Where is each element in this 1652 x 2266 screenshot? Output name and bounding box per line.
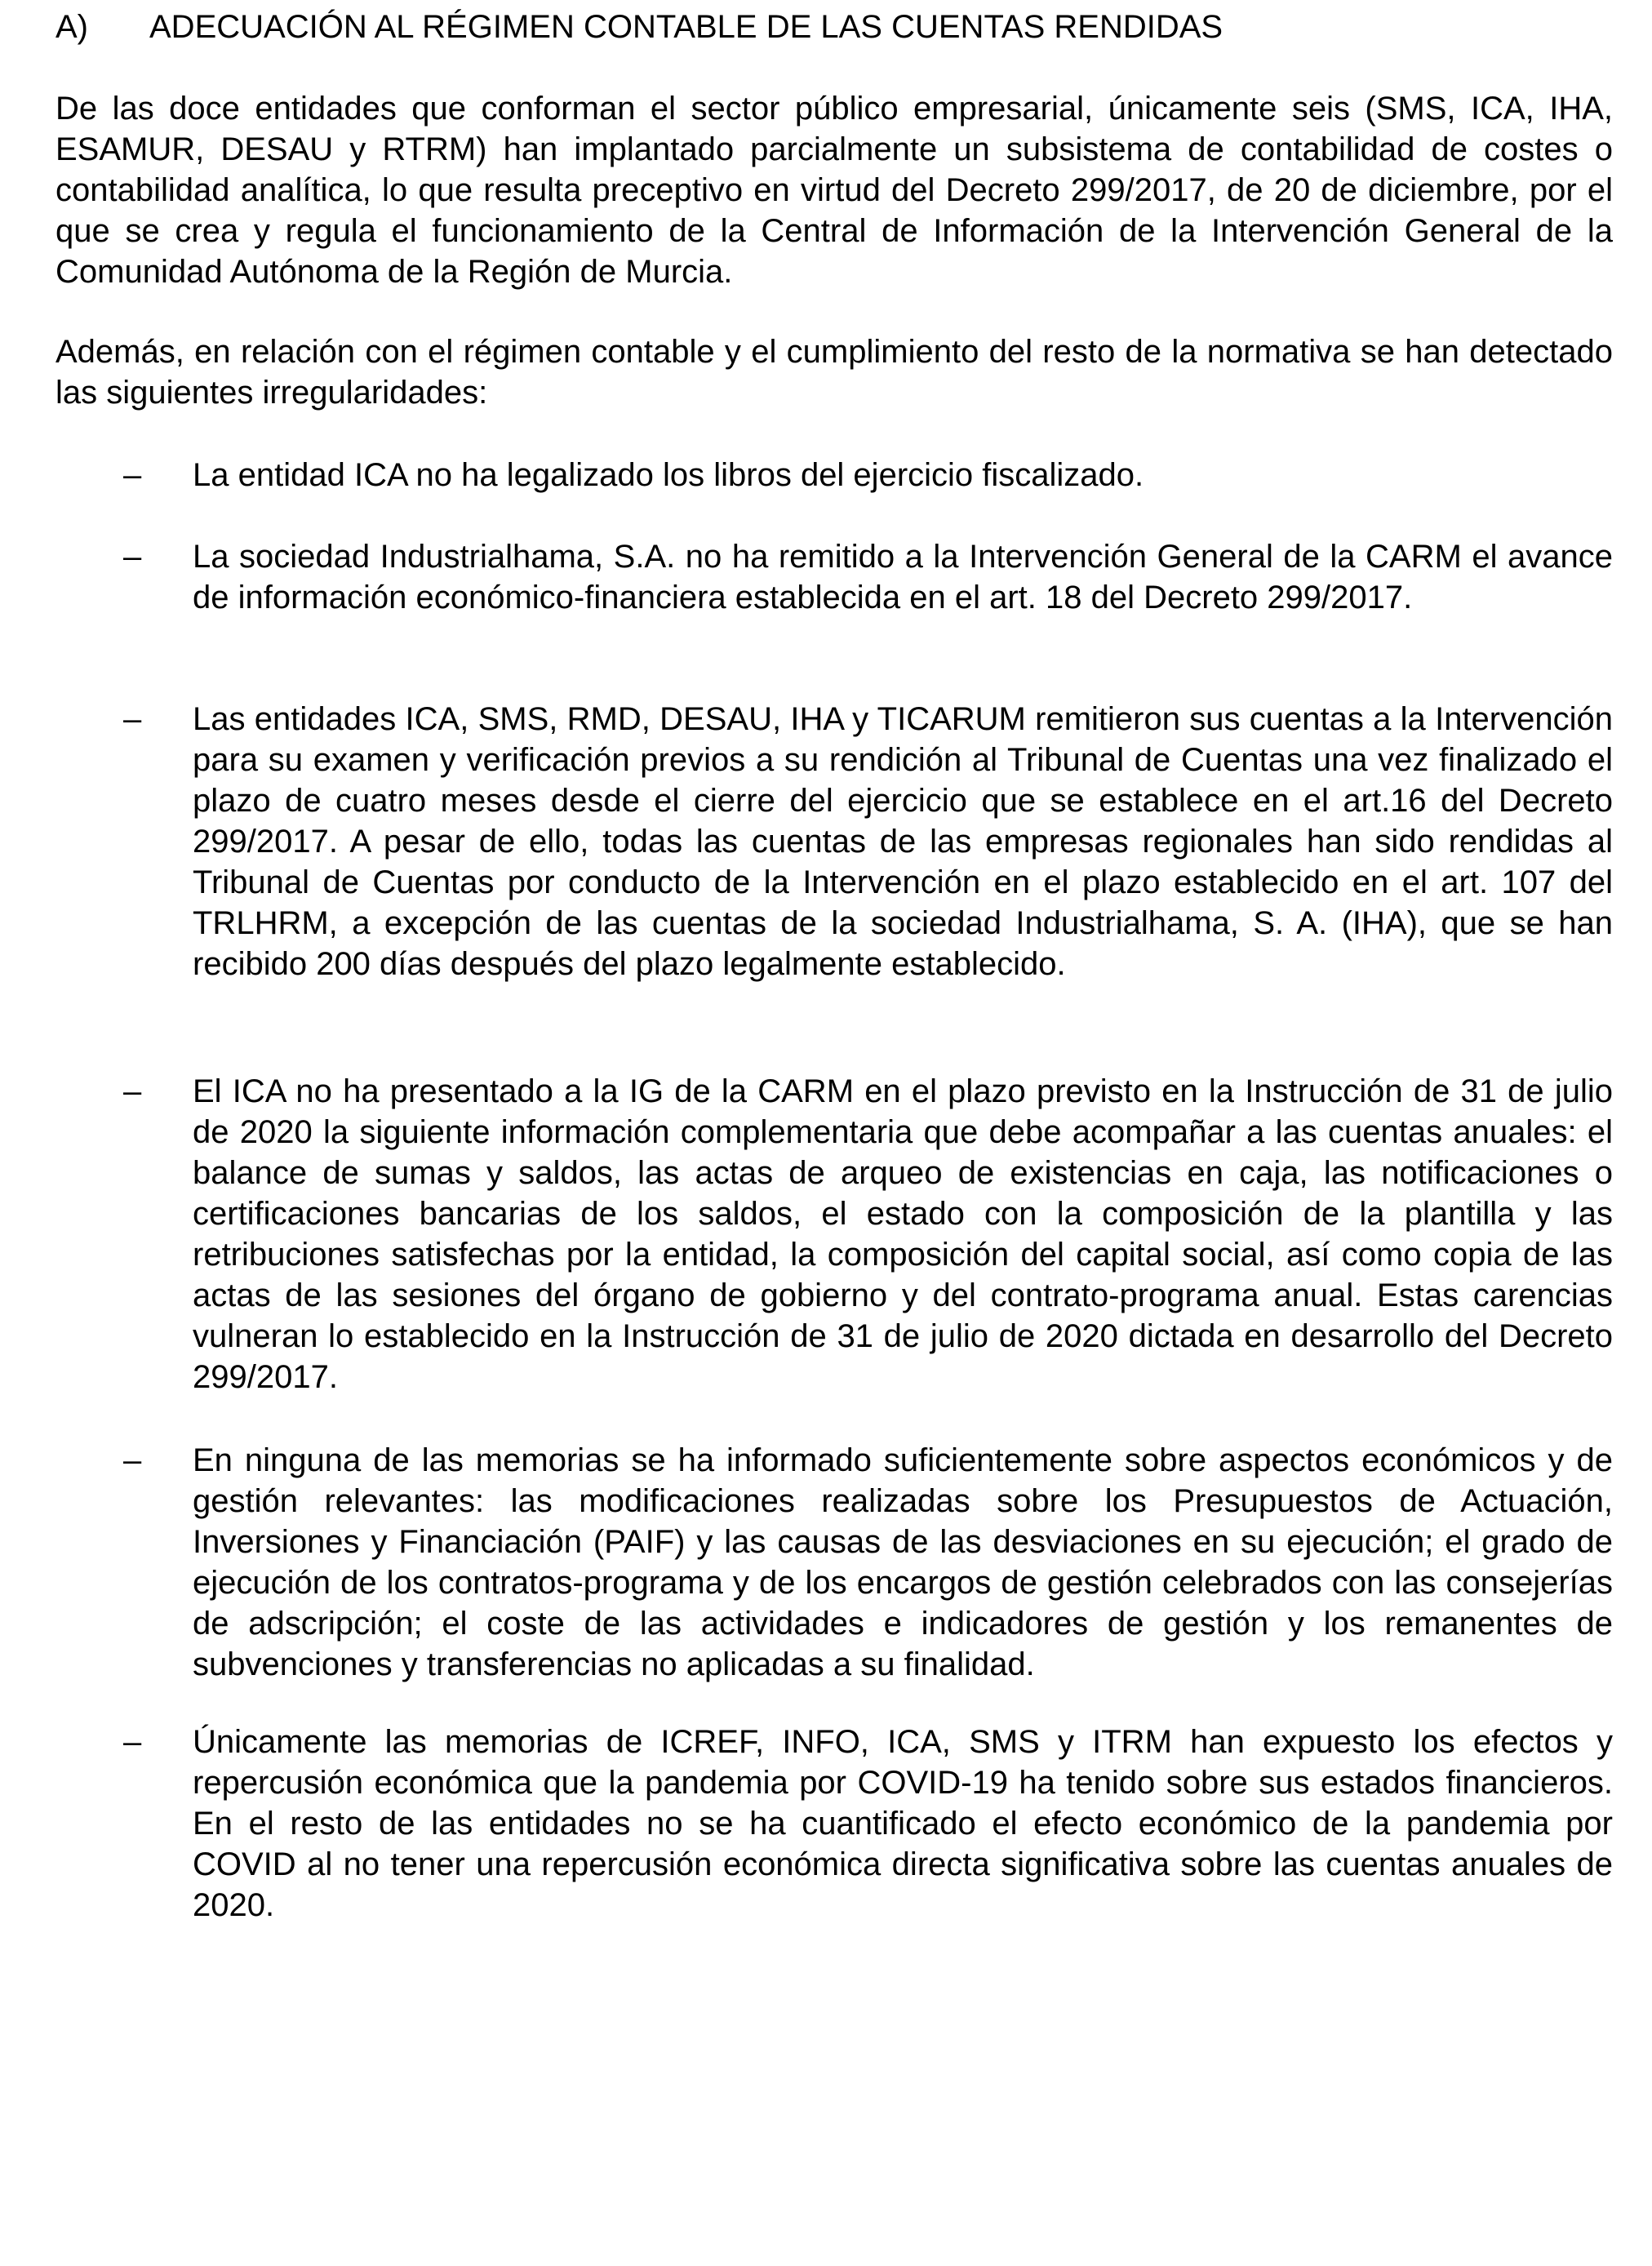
section-title: ADECUACIÓN AL RÉGIMEN CONTABLE DE LAS CUENTAS RENDIDAS	[149, 9, 1223, 45]
list-item-text: Las entidades ICA, SMS, RMD, DESAU, IHA y TICARUM remitieron sus cuentas a la Intervención para su examen y verificación previos a su rendición al Tribunal de Cuentas una vez finalizado el plazo de cuatro meses desde el cierre del ejercicio que se establece en el art.16 del Decreto 299/2017. A pesar de ello, todas las cuentas de las empresas regionales han sido rendidas al Tribunal de Cuentas por conducto de la Intervención en el plazo establecido en el art. 107 del TRLHRM, a excepción de las cuentas de la sociedad Industrialhama, S. A. (IHA), que se han recibido 200 días después del plazo legalmente establecido.	[193, 701, 1613, 982]
bullet-marker: –	[123, 539, 142, 575]
list-item-text: La entidad ICA no ha legalizado los libros del ejercicio fiscalizado.	[193, 457, 1144, 493]
list-item-text: En ninguna de las memorias se ha informado suficientemente sobre aspectos económicos y de gestión relevantes: las modificaciones realizadas sobre los Presupuestos de Actuación, Inversiones y Financiación (PAIF) y las causas de las desviaciones en su ejecución; el grado de ejecución de los contratos-programa y de los encargos de gestión celebrados con las consejerías de adscripción; el coste de las actividades e indicadores de gestión y los remanentes de subvenciones y transferencias no aplicadas a su finalidad.	[193, 1442, 1613, 1682]
section-heading	[56, 7, 1613, 47]
section-label: A)	[56, 9, 88, 45]
list-item-text: Únicamente las memorias de ICREF, INFO, ICA, SMS y ITRM han expuesto los efectos y repercusión económica que la pandemia por COVID-19 ha tenido sobre sus estados financieros. En el resto de las entidades no se ha cuantificado el efecto económico de la pandemia por COVID al no tener una repercusión económica directa significativa sobre las cuentas anuales de 2020.	[193, 1724, 1613, 1923]
paragraph-irregularities-intro: Además, en relación con el régimen contable y el cumplimiento del resto de la normativa se han detectado las siguientes irregularidades:	[56, 334, 1613, 411]
list-item-text: El ICA no ha presentado a la IG de la CARM en el plazo previsto en la Instrucción de 31 de julio de 2020 la siguiente información complementaria que debe acompañar a las cuentas anuales: el balance de sumas y saldos, las actas de arqueo de existencias en caja, las notificaciones o certificaciones bancarias de los saldos, el estado con la composición de la plantilla y las retribuciones satisfechas por la entidad, la composición del capital social, así como copia de las actas de las sesiones del órgano de gobierno y del contrato-programa anual. Estas carencias vulneran lo establecido en la Instrucción de 31 de julio de 2020 dictada en desarrollo del Decreto 299/2017.	[193, 1073, 1613, 1395]
bullet-marker: –	[123, 701, 142, 737]
bullet-marker: –	[123, 1724, 142, 1760]
list-item-text: La sociedad Industrialhama, S.A. no ha remitido a la Intervención General de la CARM el avance de información económico-financiera establecida en el art. 18 del Decreto 299/2017.	[193, 539, 1613, 615]
paragraph-intro: De las doce entidades que conforman el sector público empresarial, únicamente seis (SMS, ICA, IHA, ESAMUR, DESAU y RTRM) han implantado parcialmente un subsistema de contabilidad de costes o contabilidad analítica, lo que resulta preceptivo en virtud del Decreto 299/2017, de 20 de diciembre, por el que se crea y regula el funcionamiento de la Central de Información de la Intervención General de la Comunidad Autónoma de la Región de Murcia.	[56, 91, 1613, 290]
bullet-marker: –	[123, 1442, 142, 1478]
bullet-marker: –	[123, 457, 142, 493]
bullet-marker: –	[123, 1073, 142, 1109]
